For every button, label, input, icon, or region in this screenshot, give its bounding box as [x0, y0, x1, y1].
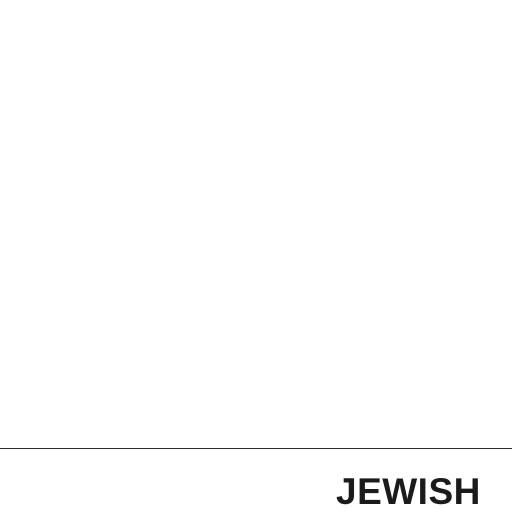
footer-divider: [0, 448, 512, 449]
footer-publication-name: JEWISH: [336, 471, 481, 512]
